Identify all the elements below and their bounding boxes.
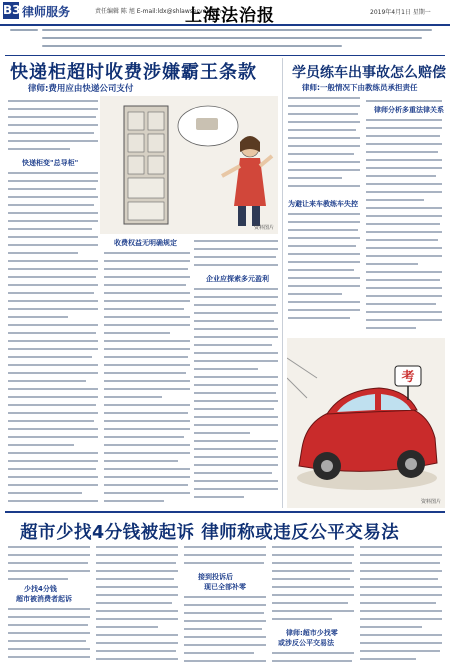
- courier-locker-illustration: [100, 96, 278, 234]
- page-number-badge: B3: [3, 3, 21, 17]
- photo-credit: 资料图片: [420, 499, 441, 505]
- issue-date: 2019年4月1日 星期一: [370, 9, 431, 16]
- driving-body-col1: [288, 95, 362, 335]
- courier-body-col3: [194, 238, 280, 508]
- supermarket-body-col5: [360, 544, 444, 666]
- editor-info: 责任编辑 陈 旭 E-mail:ldx@shlawserve.com: [95, 8, 222, 15]
- headline-driving: 学员练车出事故怎么赔偿: [292, 65, 446, 81]
- text-lines: [272, 544, 356, 624]
- text-lines: [8, 544, 92, 584]
- section-title-accident: 为避让来车教练车失控: [288, 200, 358, 208]
- text-lines: [184, 594, 268, 664]
- headline-courier: 快递柜超时收费涉嫌霸王条款: [10, 62, 257, 83]
- text-lines: [8, 606, 92, 666]
- text-lines: [360, 544, 444, 666]
- courier-body-col2: [104, 238, 192, 508]
- text-lines: [194, 286, 280, 506]
- top-rule: [5, 55, 445, 56]
- text-lines: [194, 238, 280, 278]
- driving-body-col2: [366, 95, 444, 335]
- headline-supermarket: 超市少找4分钱被起诉 律师称或违反公平交易法: [20, 523, 400, 543]
- supermarket-body-col3: [184, 544, 268, 666]
- section-title-profit: 企业应探索多元盈利: [206, 275, 269, 283]
- text-lines: [8, 170, 100, 510]
- exam-sign: 考: [401, 370, 415, 385]
- text-lines: [272, 650, 356, 670]
- newspaper-masthead: 上海法治报: [185, 6, 275, 26]
- text-lines: [104, 250, 192, 505]
- photo-credit: 资料图片: [253, 225, 274, 231]
- section-title-locker: 快递柜变"总导柜": [22, 159, 79, 167]
- section-title-refund: 现已全部补零: [204, 583, 246, 591]
- text-lines: [96, 544, 180, 666]
- courier-body-col1b: [8, 158, 100, 508]
- section-title-short-change: 少找4分钱: [24, 585, 57, 593]
- supermarket-body-col1: [8, 544, 92, 666]
- subhead-courier: 律师:费用应由快递公司支付: [28, 84, 134, 94]
- supermarket-body-col2: [96, 544, 180, 666]
- section-title-lawyer: 律师:超市少找零: [286, 629, 338, 637]
- editor-notice: [10, 27, 440, 53]
- section-rule: [5, 511, 445, 513]
- section-title-fee: 收费权益无明确规定: [114, 239, 177, 247]
- section-title-sued: 超市被消费者起诉: [16, 595, 72, 603]
- section-title: 律师服务: [22, 5, 71, 19]
- text-lines: [366, 117, 444, 342]
- subhead-driving: 律师:一般情况下由教练员承担责任: [302, 83, 418, 92]
- supermarket-body-col4: [272, 544, 356, 666]
- text-lines: [184, 544, 268, 572]
- driving-car-illustration: [287, 338, 445, 508]
- section-title-complaint: 接到投诉后: [198, 573, 233, 581]
- text-lines: [288, 95, 362, 195]
- column-divider: [282, 58, 283, 508]
- locker-cartoon-image: [100, 96, 278, 234]
- text-lines: [288, 211, 362, 331]
- section-title-fair-trade: 或涉反公平交易法: [278, 639, 334, 647]
- section-title-legal-analysis: 律师分析多重法律关系: [374, 106, 444, 114]
- car-cartoon-image: [287, 338, 445, 508]
